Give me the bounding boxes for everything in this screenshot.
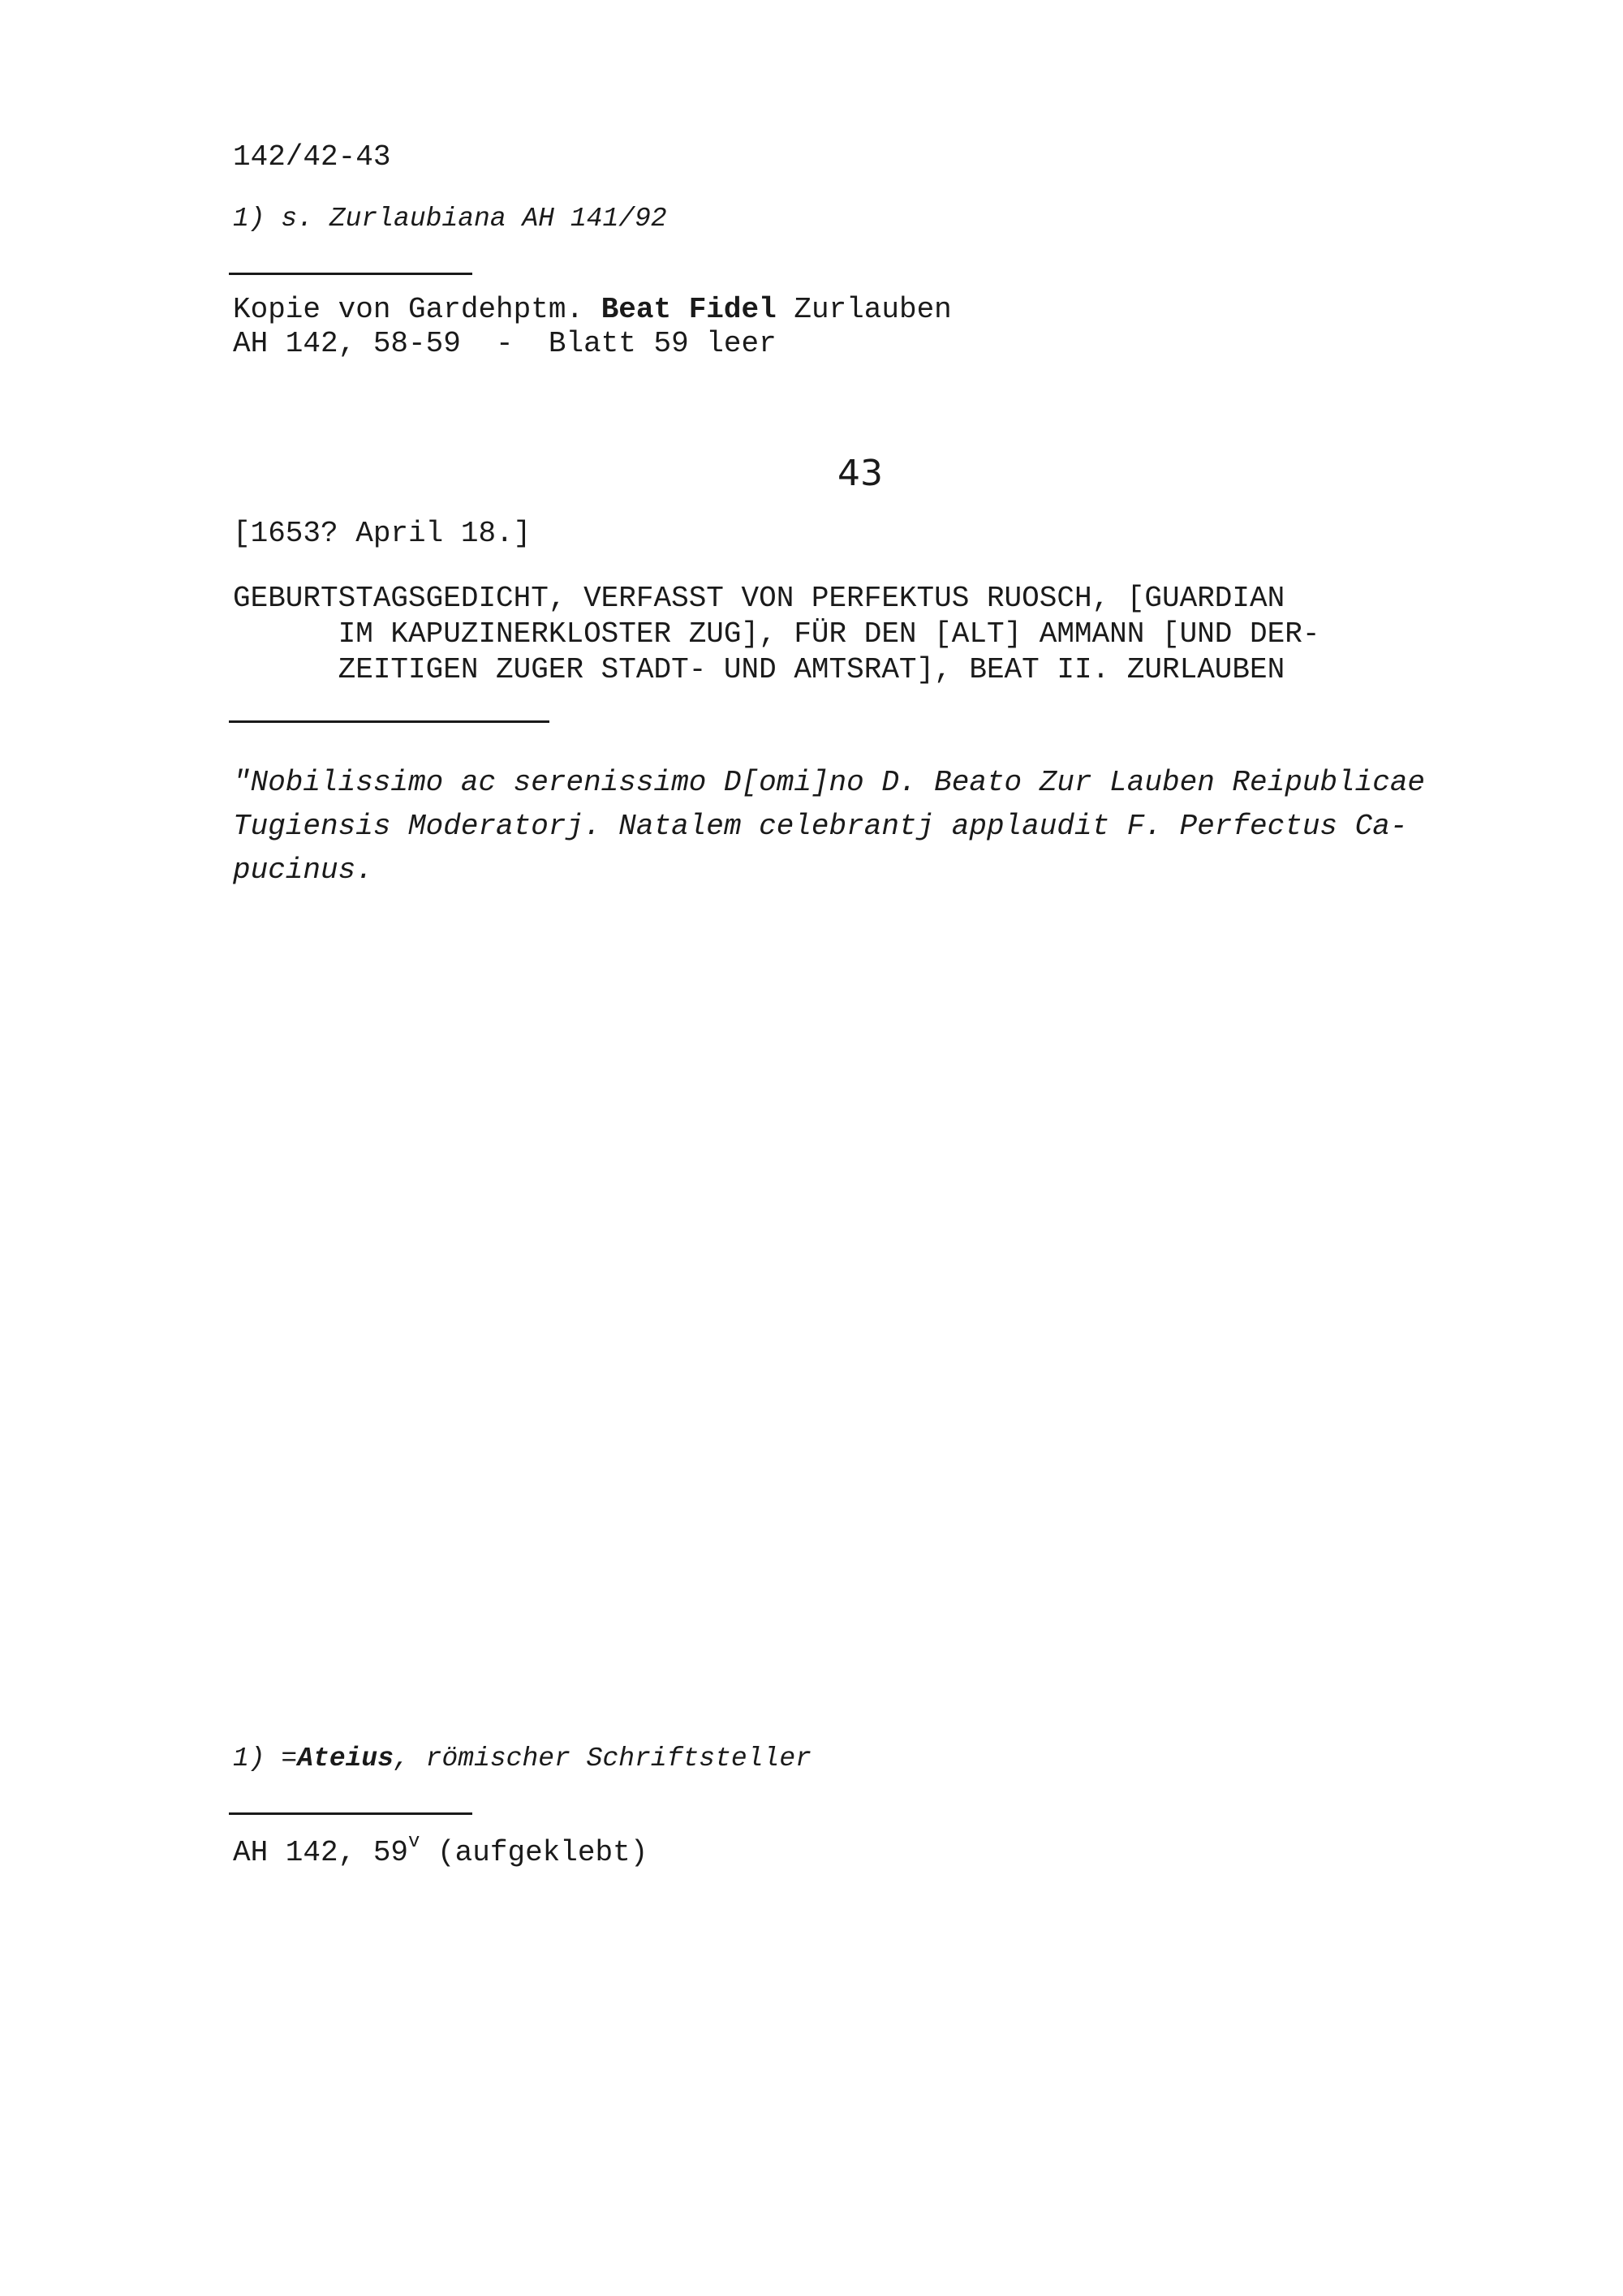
top-footnote: 1) s. Zurlaubiana AH 141/92 xyxy=(233,204,667,234)
source-note-line-2: AH 142, 58-59 - Blatt 59 leer xyxy=(233,327,777,360)
title-separator xyxy=(229,720,549,723)
bottom-footnote xyxy=(233,1741,812,1777)
source-note-prefix: Kopie von Gardehptm. xyxy=(233,293,601,326)
document-title-line-1: GEBURTSTAGSGEDICHT, VERFASST VON PERFEKTUS RUOSCH, [GUARDIAN xyxy=(233,582,1285,615)
source-note-name-bold: Beat Fidel xyxy=(601,293,777,326)
bottom-footnote-marker: 1) = xyxy=(233,1743,298,1774)
quote-line-3: pucinus. xyxy=(233,853,373,887)
quote-line-2: Tugiensis Moderatorj. Natalem celebrantj applaudit F. Perfectus Ca- xyxy=(233,810,1408,843)
document-date: [1653? April 18.] xyxy=(233,517,532,550)
bottom-footnote-bold-name: Ateius xyxy=(297,1743,394,1774)
footnote-separator-bottom xyxy=(229,1812,472,1815)
document-number: 43 xyxy=(837,453,883,494)
bottom-footnote-text: , römischer Schriftsteller xyxy=(394,1743,812,1774)
bottom-source-prefix: AH 142, 59 xyxy=(233,1836,409,1869)
bottom-source-suffix: (aufgeklebt) xyxy=(420,1836,648,1869)
source-note-suffix: Zurlauben xyxy=(776,293,952,326)
document-title-line-3: ZEITIGEN ZUGER STADT- UND AMTSRAT], BEAT II. ZURLAUBEN xyxy=(233,653,1285,686)
footnote-separator-top xyxy=(229,273,472,275)
verso-superscript: v xyxy=(408,1831,420,1853)
source-note-line-1 xyxy=(233,292,952,328)
header-reference: 142/42-43 xyxy=(233,140,391,174)
document-title-line-2: IM KAPUZINERKLOSTER ZUG], FÜR DEN [ALT] AMMANN [UND DER- xyxy=(233,617,1320,651)
quote-line-1: "Nobilissimo ac serenissimo D[omi]no D. Beato Zur Lauben Reipublicae xyxy=(233,766,1426,799)
bottom-source-note xyxy=(233,1831,648,1871)
